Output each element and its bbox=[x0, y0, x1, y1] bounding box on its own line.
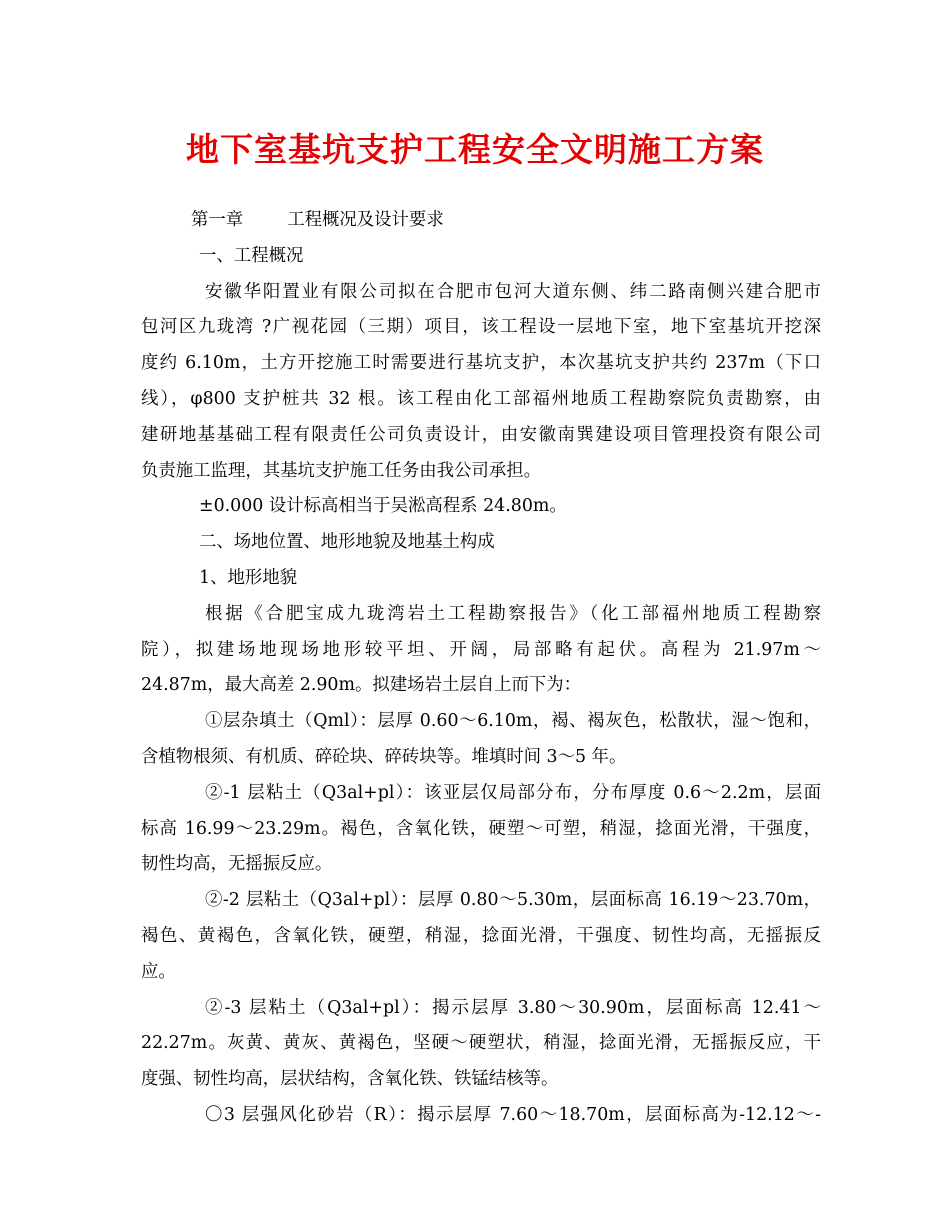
paragraph-line: 线），φ800 支护桩共 32 根。该工程由化工部福州地质工程勘察院负责勘察，由 bbox=[141, 388, 821, 409]
paragraph-line: ②-3 层粘土（Q3al+pl）：揭示层厚 3.80～30.90m，层面标高 12.41～ bbox=[205, 997, 821, 1018]
document-title: 地下室基坑支护工程安全文明施工方案 bbox=[186, 130, 764, 169]
paragraph-line: ②-2 层粘土（Q3al+pl）：层厚 0.80～5.30m，层面标高 16.19～23.70m， bbox=[205, 890, 821, 911]
section-heading-overview: 一、工程概况 bbox=[199, 245, 304, 266]
chapter-heading bbox=[141, 203, 821, 239]
paragraph-line: 24.87m，最大高差 2.90m。拟建场岩土层自上而下为： bbox=[141, 675, 582, 696]
paragraph-line: 院），拟建场地现场地形较平坦、开阔，局部略有起伏。高程为 21.97m～ bbox=[141, 639, 821, 660]
paragraph-line: 负责施工监理，其基坑支护施工任务由我公司承担。 bbox=[141, 460, 541, 481]
paragraph-line: 包河区九珑湾 ?广视花园（三期）项目，该工程设一层地下室，地下室基坑开挖深 bbox=[141, 317, 821, 338]
paragraph-line: ①层杂填土（Qml）：层厚 0.60～6.10m，褐、褐灰色，松散状，湿～饱和， bbox=[205, 711, 821, 732]
subsection-heading-terrain: 1、地形地貌 bbox=[199, 567, 298, 588]
paragraph-line: ②-1 层粘土（Q3al+pl）：该亚层仅局部分布，分布厚度 0.6～2.2m，层面 bbox=[205, 782, 821, 803]
chapter-label: 第一章 bbox=[191, 210, 244, 230]
section-heading-site: 二、场地位置、地形地貌及地基土构成 bbox=[199, 532, 495, 553]
paragraph-line: 应。 bbox=[141, 961, 176, 982]
paragraph-line: 根据《合肥宝成九珑湾岩土工程勘察报告》（化工部福州地质工程勘察 bbox=[205, 603, 821, 624]
chapter-title: 工程概况及设计要求 bbox=[287, 210, 444, 230]
paragraph-line: 建研地基基础工程有限责任公司负责设计，由安徽南巽建设项目管理投资有限公司 bbox=[141, 424, 821, 445]
paragraph-line: 标高 16.99～23.29m。褐色，含氧化铁，硬塑～可塑，稍湿，捻面光滑，干强度， bbox=[141, 818, 821, 839]
paragraph-line: 含植物根须、有机质、碎砼块、碎砖块等。堆填时间 3～5 年。 bbox=[141, 746, 627, 767]
paragraph-line: 韧性均高，无摇振反应。 bbox=[141, 854, 333, 875]
paragraph-line: 22.27m。灰黄、黄灰、黄褐色，坚硬～硬塑状，稍湿，捻面光滑，无摇振反应，干 bbox=[141, 1033, 821, 1054]
paragraph-line: 安徽华阳置业有限公司拟在合肥市包河大道东侧、纬二路南侧兴建合肥市 bbox=[205, 281, 821, 302]
paragraph-line: 度强、韧性均高，层状结构，含氧化铁、铁锰结核等。 bbox=[141, 1069, 559, 1090]
document-body bbox=[141, 203, 821, 1134]
paragraph-line: 度约 6.10m，土方开挖施工时需要进行基坑支护，本次基坑支护共约 237m（下口 bbox=[141, 353, 821, 374]
paragraph-line: 〇3 层强风化砂岩（R）：揭示层厚 7.60～18.70m，层面标高为-12.12～- bbox=[205, 1104, 821, 1125]
paragraph-line: 褐色、黄褐色，含氧化铁，硬塑，稍湿，捻面光滑，干强度、韧性均高，无摇振反 bbox=[141, 925, 821, 946]
paragraph-line: ±0.000 设计标高相当于吴淞高程系 24.80m。 bbox=[199, 496, 567, 517]
